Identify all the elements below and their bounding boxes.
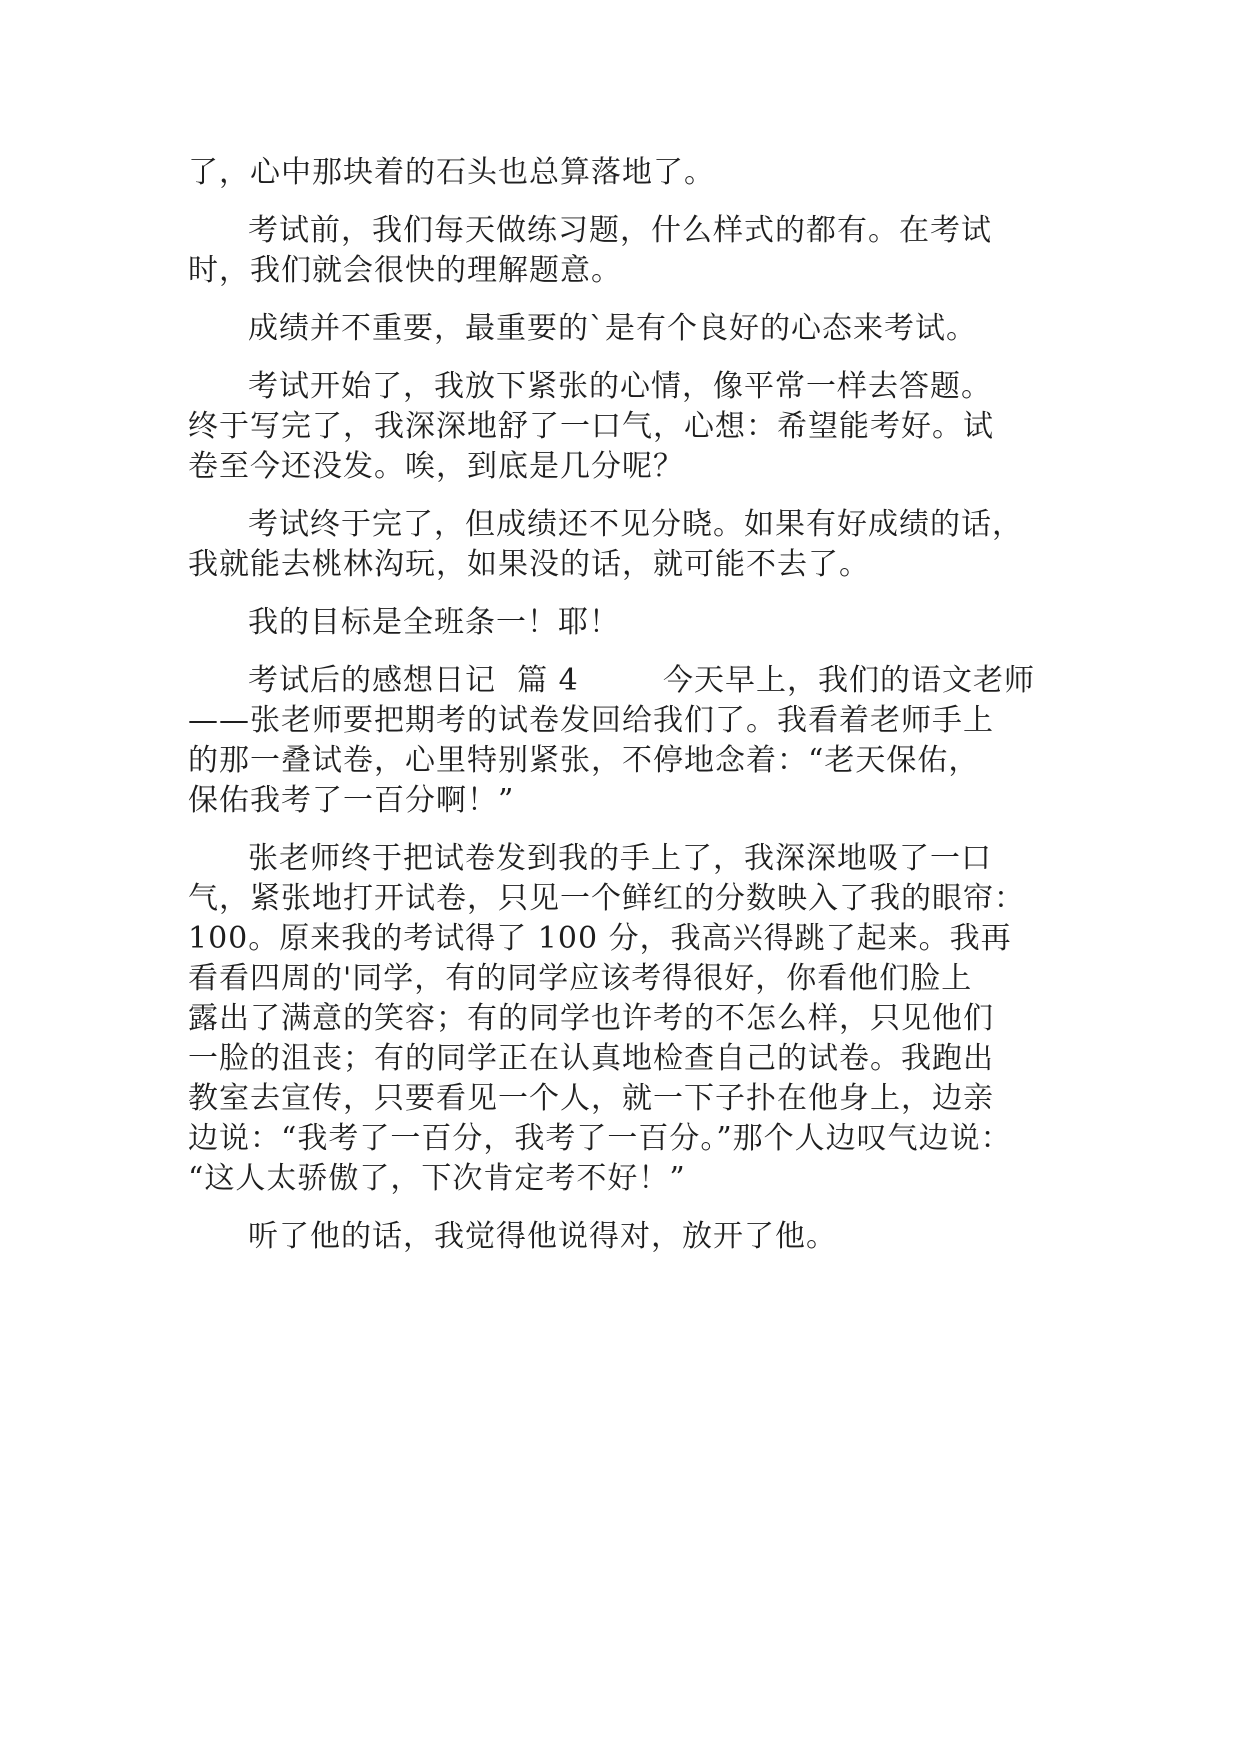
text-line: 时，我们就会很快的理解题意。 — [188, 253, 622, 288]
text-line: 气，紧张地打开试卷，只见一个鲜红的分数映入了我的眼帘： — [188, 881, 1025, 916]
document-body — [188, 153, 1058, 1257]
text-line: 考试终于完了，但成绩还不见分晓。如果有好成绩的话， — [248, 507, 1023, 542]
text-line: 露出了满意的笑容；有的同学也许考的不怎么样，只见他们 — [188, 1001, 994, 1036]
text-line: 听了他的话，我觉得他说得对，放开了他。 — [248, 1219, 837, 1254]
text-line: 边说：“我考了一百分，我考了一百分。”那个人边叹气边说： — [188, 1121, 1012, 1156]
text-line: 考试前，我们每天做练习题，什么样式的都有。在考试 — [248, 213, 992, 248]
text-line: 张老师终于把试卷发到我的手上了，我深深地吸了一口 — [248, 841, 992, 876]
text-line: 的那一叠试卷，心里特别紧张，不停地念着：“老天保佑， — [188, 743, 980, 778]
text-line: ——张老师要把期考的试卷发回给我们了。我看着老师手上 — [188, 703, 994, 738]
text-line: 卷至今还没发。唉，到底是几分呢？ — [188, 449, 684, 484]
text-line: 成绩并不重要，最重要的`是有个良好的心态来考试。 — [248, 311, 977, 346]
text-line: 保佑我考了一百分啊！” — [188, 783, 515, 818]
text-line: 了，心中那块着的石头也总算落地了。 — [188, 155, 715, 190]
text-line: 看看四周的'同学，有的同学应该考得很好，你看他们脸上 — [188, 961, 973, 996]
text-line: 100。原来我的考试得了 100 分，我高兴得跳了起来。我再 — [188, 921, 1012, 956]
text-line: 我的目标是全班条一！耶！ — [248, 605, 620, 640]
text-line: 我就能去桃林沟玩，如果没的话，就可能不去了。 — [188, 547, 870, 582]
text-line: “这人太骄傲了，下次肯定考不好！” — [188, 1161, 686, 1196]
text-line: 一脸的沮丧；有的同学正在认真地检查自己的试卷。我跑出 — [188, 1041, 994, 1076]
text-line: 教室去宣传，只要看见一个人，就一下子扑在他身上，边亲 — [188, 1081, 994, 1116]
text-line: 终于写完了，我深深地舒了一口气，心想：希望能考好。试 — [188, 409, 994, 444]
text-line: 考试开始了，我放下紧张的心情，像平常一样去答题。 — [248, 369, 992, 404]
text-line: 考试后的感想日记 篇 4 今天早上，我们的语文老师 — [248, 663, 1035, 698]
